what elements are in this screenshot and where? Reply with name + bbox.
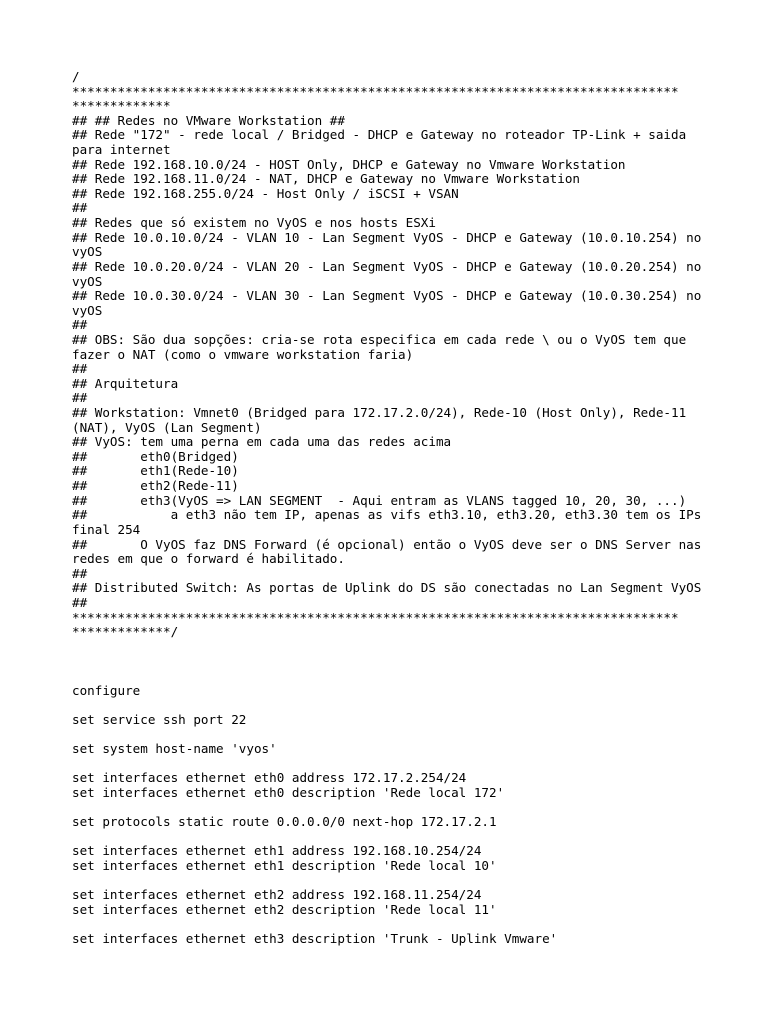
comment-line: / (72, 69, 80, 84)
comment-line: ## (72, 200, 88, 216)
comment-line: ## Rede 10.0.10.0/24 - VLAN 10 - Lan Segment VyOS - DHCP e Gateway (10.0.10.254) no (72, 229, 702, 245)
comment-line: ## Rede 192.168.255.0/24 - Host Only / iSCSI + VSAN (72, 185, 459, 201)
comment-line: ## Rede "172" - rede local / Bridged - DHCP e Gateway no roteador TP-Link + saida (72, 127, 687, 143)
comment-line: fazer o NAT (como o vmware workstation faria) (72, 346, 414, 362)
comment-line: para internet (72, 142, 171, 158)
eth1-description-command: set interfaces ethernet eth1 description 'Rede local 10' (72, 857, 497, 873)
comment-line: *************/ (72, 624, 179, 640)
comment-line: ## ## Redes no VMware Workstation ## (72, 112, 345, 128)
eth1-address-command: set interfaces ethernet eth1 address 192.168.10.254/24 (72, 843, 482, 859)
comment-line: ## (72, 317, 88, 333)
comment-line: ## Redes que só existem no VyOS e nos hosts ESXi (72, 215, 436, 231)
blank-line (72, 669, 712, 684)
hostname-command: set system host-name 'vyos' (72, 741, 277, 757)
comment-line: ## Distributed Switch: As portas de Uplink do DS são conectadas no Lan Segment VyOS (72, 580, 702, 596)
eth0-address-command: set interfaces ethernet eth0 address 172.17.2.254/24 (72, 770, 467, 786)
comment-line: redes em que o forward é habilitado. (72, 551, 345, 567)
comment-line: ## Arquitetura (72, 375, 179, 391)
eth3-description-command: set interfaces ethernet eth3 description 'Trunk - Uplink Vmware' (72, 930, 558, 946)
comment-line: ## VyOS: tem uma perna em cada uma das redes acima (72, 434, 452, 450)
blank-line (72, 830, 712, 845)
comment-line: ## eth2(Rede-11) (72, 478, 239, 494)
comment-line: ## Rede 192.168.11.0/24 - NAT, DHCP e Gateway no Vmware Workstation (72, 171, 580, 187)
blank-line (72, 698, 712, 713)
comment-line: ## Workstation: Vmnet0 (Bridged para 172.17.2.0/24), Rede-10 (Host Only), Rede-11 (72, 405, 687, 421)
command-block (72, 684, 712, 947)
comment-line: ## eth1(Rede-10) (72, 463, 239, 479)
comment-line: ## Rede 192.168.10.0/24 - HOST Only, DHCP e Gateway no Vmware Workstation (72, 156, 626, 172)
blank-line (72, 654, 712, 669)
comment-line: ## eth0(Bridged) (72, 448, 239, 464)
comment-line: ## a eth3 não tem IP, apenas as vifs eth3.10, eth3.20, eth3.30 tem os IPs (72, 507, 702, 523)
eth2-description-command: set interfaces ethernet eth2 description 'Rede local 11' (72, 901, 497, 917)
eth0-description-command: set interfaces ethernet eth0 description 'Rede local 172' (72, 784, 505, 800)
comment-line: ## (72, 390, 88, 406)
comment-line: ******************************************************************************** (72, 83, 679, 99)
blank-line (72, 800, 712, 815)
header-comment-block (72, 70, 712, 640)
comment-line: ## (72, 594, 88, 610)
comment-line: ## Rede 10.0.20.0/24 - VLAN 20 - Lan Segment VyOS - DHCP e Gateway (10.0.20.254) no (72, 258, 702, 274)
blank-line (72, 640, 712, 655)
comment-line: (NAT), VyOS (Lan Segment) (72, 419, 262, 435)
comment-line: ## O VyOS faz DNS Forward (é opcional) então o VyOS deve ser o DNS Server nas (72, 536, 702, 552)
blank-line (72, 874, 712, 889)
configure-command: configure (72, 682, 141, 698)
comment-line: ## (72, 565, 88, 581)
blank-line (72, 727, 712, 742)
comment-line: vyOS (72, 244, 103, 260)
eth2-address-command: set interfaces ethernet eth2 address 192.168.11.254/24 (72, 887, 482, 903)
comment-line: vyOS (72, 302, 103, 318)
comment-line: ## Rede 10.0.30.0/24 - VLAN 30 - Lan Segment VyOS - DHCP e Gateway (10.0.30.254) no (72, 288, 702, 304)
blank-line (72, 757, 712, 772)
comment-line: ************* (72, 98, 171, 114)
document-page (72, 70, 712, 947)
comment-line: ## eth3(VyOS => LAN SEGMENT - Aqui entram as VLANS tagged 10, 20, 30, ...) (72, 492, 687, 508)
comment-line: ## OBS: São dua sopções: cria-se rota especifica em cada rede \ ou o VyOS tem que (72, 331, 687, 347)
comment-line: ******************************************************************************** (72, 609, 679, 625)
static-route-command: set protocols static route 0.0.0.0/0 next-hop 172.17.2.1 (72, 814, 497, 830)
comment-line: final 254 (72, 521, 141, 537)
comment-line: vyOS (72, 273, 103, 289)
blank-line (72, 917, 712, 932)
comment-line: ## (72, 361, 88, 377)
ssh-command: set service ssh port 22 (72, 711, 247, 727)
